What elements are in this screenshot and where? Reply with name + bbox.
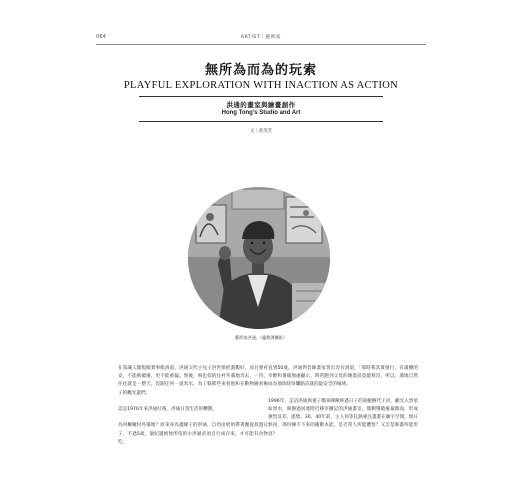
photo-caption: 藝術家洪通。（龐銘湧攝影） — [234, 335, 288, 340]
body-paragraph: 直到50歲，洪通對昔師畫家習出奔有滑道，「那時我其實很行，有滿腰的宰醉和番筱無處顯示，時常跑到父母的壞墨前竟燒寫沒，所以，羹地自然成為他幼時珍爛點詩就的最安全的場域。 — [268, 366, 418, 388]
body-column-right — [268, 365, 418, 447]
article-subtitle-en: Hong Tong’s Studio and Art — [221, 110, 301, 116]
article-subtitle-zh: 洪通的畫室與繪畫創作 — [226, 101, 296, 109]
section-label: ARTIST｜藝術家 — [240, 35, 282, 40]
page-number: 064 — [96, 34, 107, 40]
body-paragraph: 在知識人類版殿實事肌滑前，洪通交代小兒子洪世保把畫搬好，而且要看妥，不能被破壞，更不能被偏。然後，飛也似的往村外羹地奔去，一待，往往就是一整天，沒跟任何一道米水，為了躲那些來看他和在動物圖看猴子的觀光遊們。 — [118, 366, 268, 396]
portrait-illustration — [188, 187, 330, 329]
subtitle-rule-bottom — [139, 121, 383, 122]
running-header — [96, 34, 426, 44]
article-title-zh: 無所為而為的玩索 — [204, 63, 317, 78]
body-paragraph: 為何屢屢村外羹地？原來身為邊緣子的洪通，自幼由奶奶帶著撫從叔過日子，不過5歲，個紀邊被無所依的小洪通必須自行成存來，才可能有食物吃。 — [118, 423, 268, 445]
artist-portrait-photo — [188, 187, 330, 329]
author-byline: 文｜黃茂芳 — [250, 129, 272, 134]
body-paragraph: 這是1976年來洪通紅後，洪通日常生活的糟態。 — [118, 407, 217, 412]
body-column-left — [118, 365, 268, 455]
subtitle-rule-top — [139, 96, 383, 97]
body-paragraph: 1996年，走訪洪通與妻子鄭來陳陳經過日子的南鯤鯓代王府，顧光入黑承如黑水，與辦過回連附近移宰擴記的洪通畫室，僅剩殘破廢棄舊面，形成強烈反差。遙想，30、40年前，主人何等狂熱專注畫畫在廟宇空間，無日無夜，那份傳不下來的衝動本能，是否常人所能體悟？又怎是畢畫所能形容？ — [268, 398, 418, 437]
header-divider — [96, 44, 426, 45]
article-title-en: PLAYFUL EXPLORATION WITH INACTION AS ACTION — [123, 80, 399, 91]
